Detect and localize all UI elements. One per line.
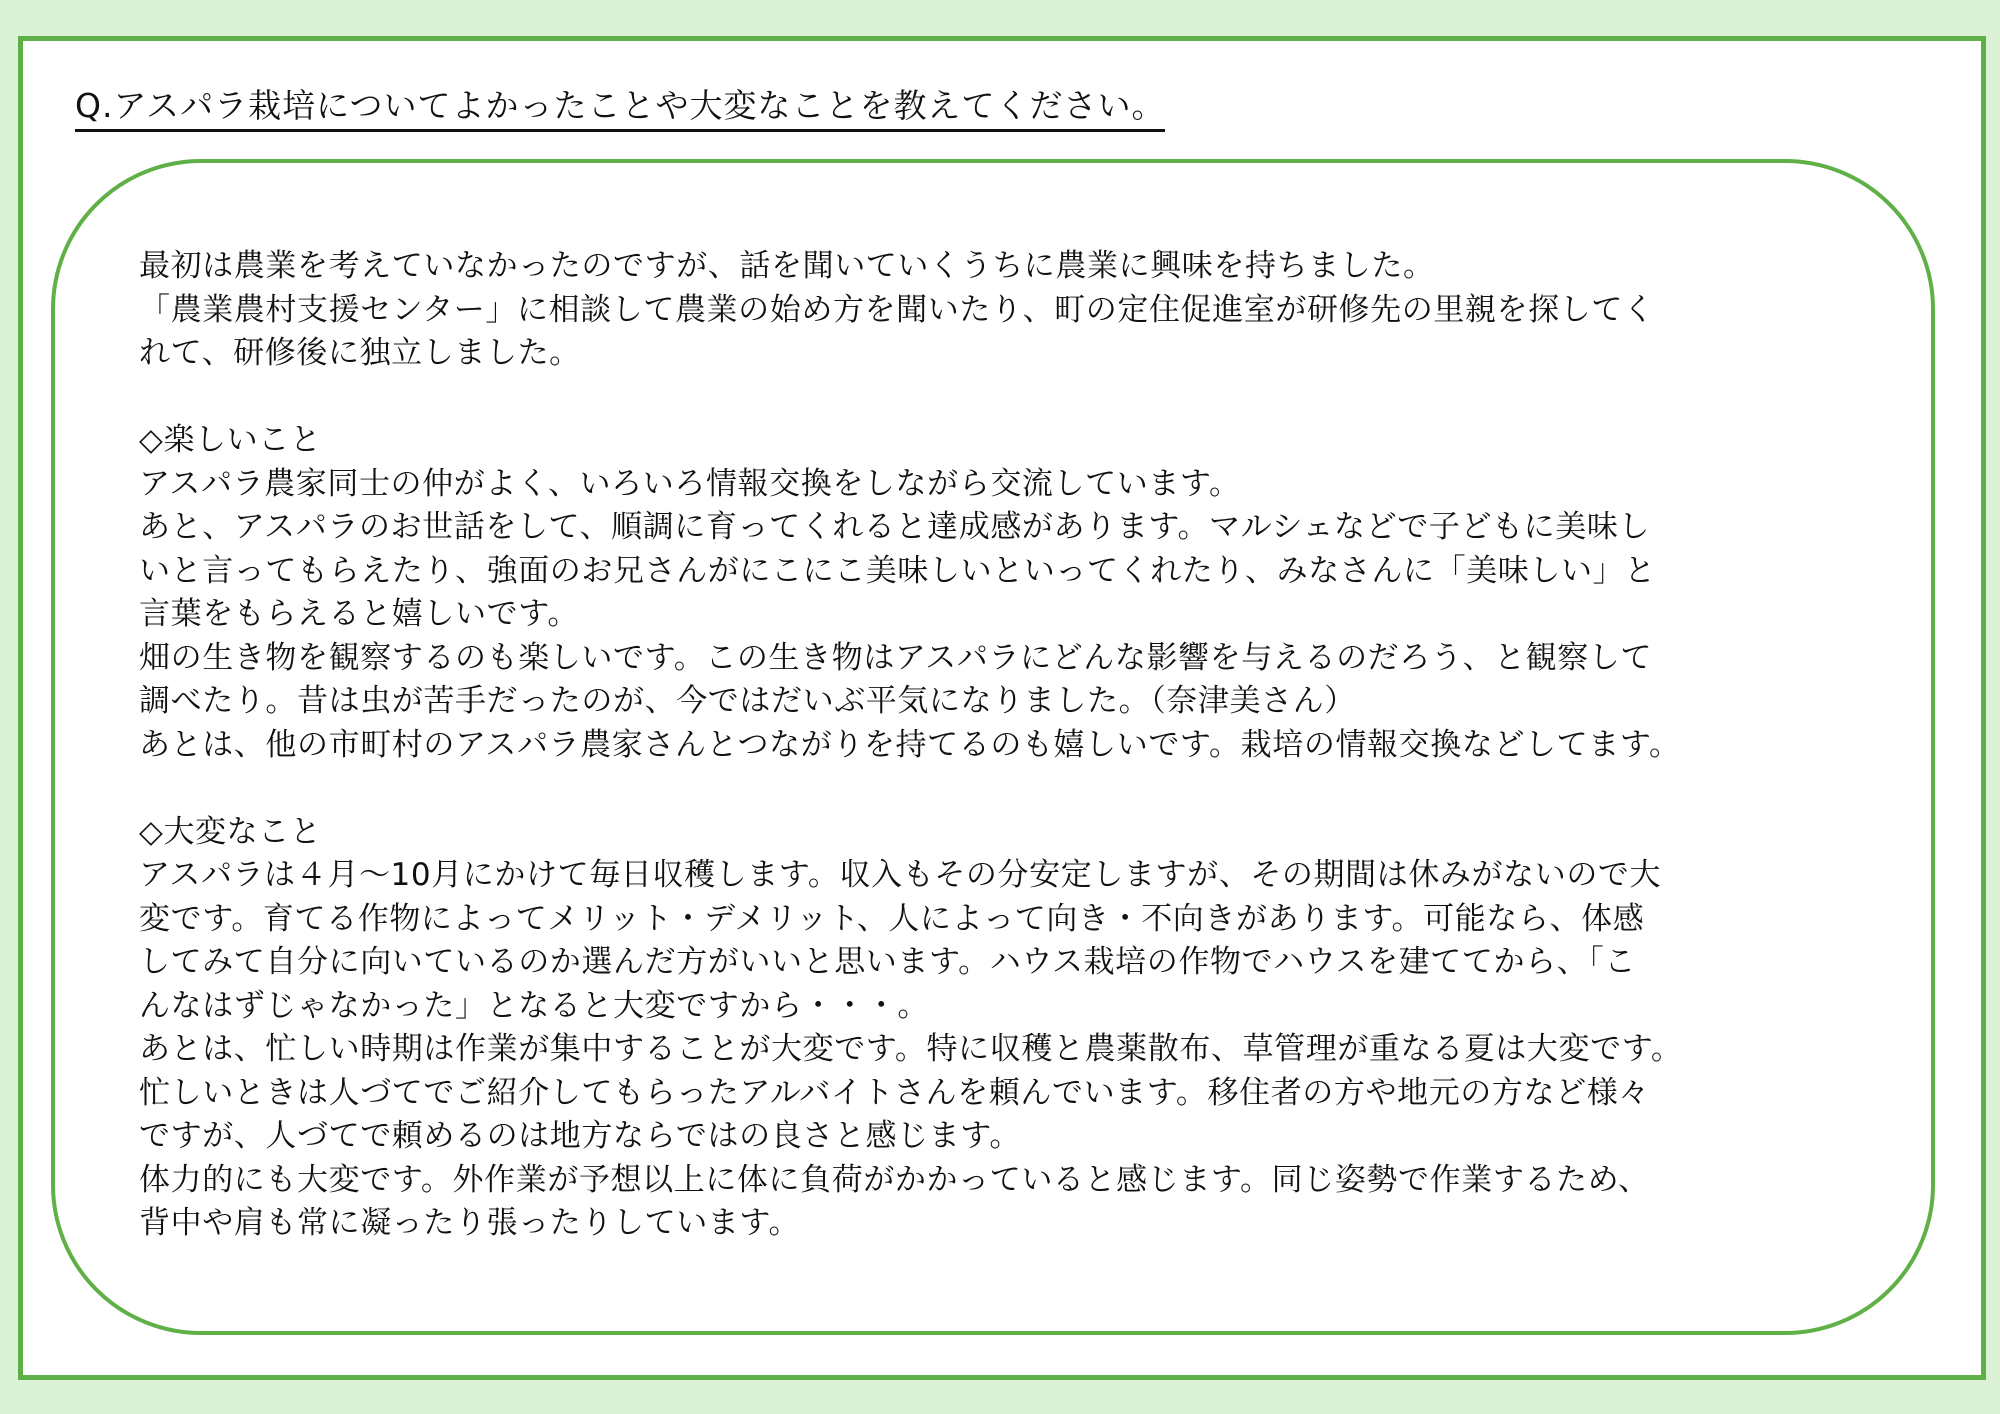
hard-line: ですが、人づてで頼めるのは地方ならではの良さと感じます。 — [139, 1118, 1022, 1154]
answer-box — [51, 159, 1935, 1335]
paragraph-spacer — [139, 767, 1879, 811]
fun-line: あと、アスパラのお世話をして、順調に育ってくれると達成感があります。マルシェなどで子どもに美味し — [139, 509, 1651, 545]
fun-heading: ◇楽しいこと — [139, 422, 322, 458]
hard-heading: ◇大変なこと — [139, 813, 322, 850]
hard-line: 変です。育てる作物によってメリット・デメリット、人によって向き・不向きがあります。可能なら、体感 — [139, 900, 1645, 937]
hard-line: 体力的にも大変です。外作業が予想以上に体に負荷がかかっていると感じます。同じ姿勢で作業するため、 — [139, 1161, 1650, 1198]
paragraph-spacer — [139, 376, 1879, 420]
hard-line: んなはずじゃなかった」となると大変ですから・・・。 — [139, 987, 929, 1024]
fun-line: 調べたり。昔は虫が苦手だったのが、今ではだいぶ平気になりました。（奈津美さん） — [139, 683, 1356, 719]
intro-line: 最初は農業を考えていなかったのですが、話を聞いていくうちに農業に興味を持ちました。 — [139, 248, 1435, 284]
fun-line: 言葉をもらえると嬉しいです。 — [139, 596, 579, 632]
hard-line: 背中や肩も常に凝ったり張ったりしています。 — [139, 1205, 801, 1241]
fun-line: 畑の生き物を観察するのも楽しいです。この生き物はアスパラにどんな影響を与えるのだろう、と観察して — [139, 639, 1653, 676]
intro-line: 「農業農村支援センター」に相談して農業の始め方を聞いたり、町の定住促進室が研修先の里親を探してく — [139, 291, 1655, 328]
answer-text — [139, 245, 1879, 1246]
question-heading: Q.アスパラ栽培についてよかったことや大変なことを教えてください。 — [75, 83, 1165, 132]
fun-line: アスパラ農家同士の仲がよく、いろいろ情報交換をしながら交流しています。 — [139, 465, 1241, 502]
fun-line: いと言ってもらえたり、強面のお兄さんがにこにこ美味しいといってくれたり、みなさんに「美味しい」と — [139, 552, 1656, 589]
page-frame — [18, 36, 1986, 1380]
hard-line: 忙しいときは人づてでご紹介してもらったアルバイトさんを頼んでいます。移住者の方や地元の方など様々 — [139, 1074, 1650, 1111]
hard-line: アスパラは４月～10月にかけて毎日収穫します。収入もその分安定しますが、その期間は休みがないので大 — [139, 857, 1662, 893]
hard-line: あとは、忙しい時期は作業が集中することが大変です。特に収穫と農薬散布、草管理が重なる夏は大変です。 — [139, 1031, 1683, 1067]
intro-line: れて、研修後に独立しました。 — [139, 335, 581, 371]
fun-line: あとは、他の市町村のアスパラ農家さんとつながりを持てるのも嬉しいです。栽培の情報交換などしてます。 — [139, 726, 1681, 763]
hard-line: してみて自分に向いているのか選んだ方がいいと思います。ハウス栽培の作物でハウスを建ててから、「こ — [139, 944, 1636, 980]
